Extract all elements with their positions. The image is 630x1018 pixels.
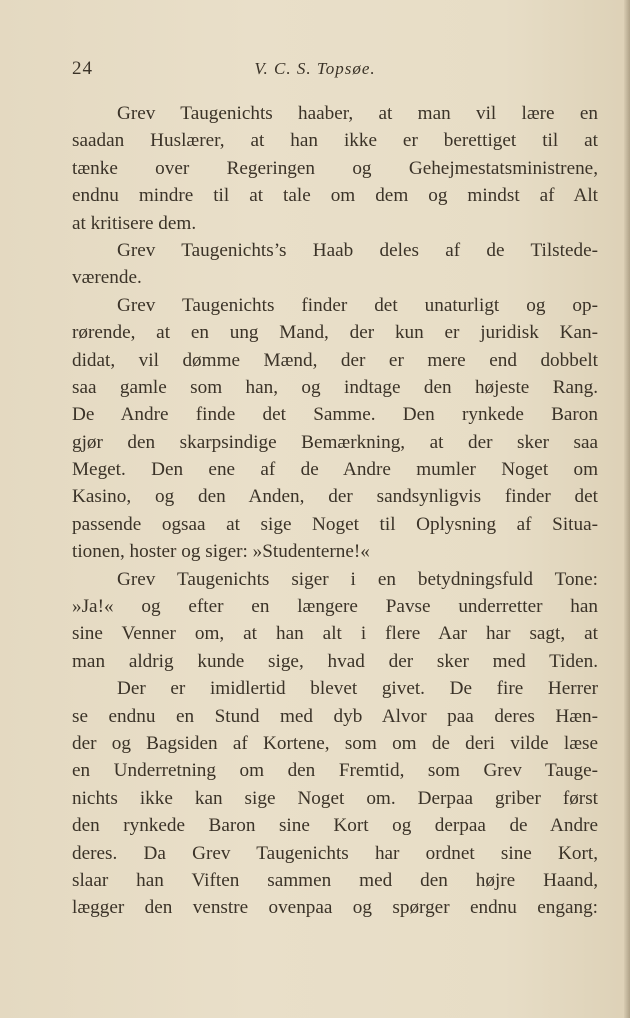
text-line: saa gamle som han, og indtage den højeste Rang. [72,376,598,398]
page-number: 24 [72,58,93,79]
text-line: didat, vil dømme Mænd, der er mere end dobbelt [72,349,598,371]
text-line: at kritisere dem. [72,212,197,234]
text-line: tænke over Regeringen og Gehejmestatsministrene, [72,157,598,179]
text-line: man aldrig kunde sige, hvad der sker med Tiden. [72,650,598,672]
text-line: tionen, hoster og siger: »Studenterne!« [72,541,370,563]
text-line: sine Venner om, at han alt i flere Aar har sagt, at [72,623,598,645]
text-line: »Ja!« og efter en længere Pavse underretter han [72,596,598,618]
text-line: den rynkede Baron sine Kort og derpaa de Andre [72,815,598,837]
text-line: rørende, at en ung Mand, der kun er juridisk Kan- [72,322,598,344]
text-line: endnu mindre til at tale om dem og mindst af Alt [72,185,598,207]
text-line: saadan Huslærer, at han ikke er berettiget til at [72,130,598,152]
text-line: der og Bagsiden af Kortene, som om de deri vilde læse [72,732,598,754]
text-line: Grev Taugenichts haaber, at man vil lære en [117,103,598,124]
page-edge-shadow [624,0,630,1018]
text-line: en Underretning om den Fremtid, som Grev Tauge- [72,760,598,782]
running-head: V. C. S. Topsøe. [254,59,376,78]
text-line: passende ogsaa at sige Noget til Oplysning af Situa- [72,513,598,535]
text-line: De Andre finde det Samme. Den rynkede Baron [72,404,598,426]
text-line: værende. [72,267,142,289]
text-line: gjør den skarpsindige Bemærkning, at der sker saa [72,431,598,453]
text-line: Grev Taugenichts’s Haab deles af de Tilstede- [117,239,598,261]
text-line: deres. Da Grev Taugenichts har ordnet sine Kort, [72,842,598,864]
text-line: slaar han Viften sammen med den højre Haand, [72,869,598,891]
text-line: Kasino, og den Anden, der sandsynligvis finder det [72,486,598,508]
text-line: Grev Taugenichts siger i en betydningsfuld Tone: [117,568,598,590]
text-line: Grev Taugenichts finder det unaturligt og op- [117,294,598,316]
text-line: Meget. Den ene af de Andre mumler Noget om [72,459,598,481]
text-line: lægger den venstre ovenpaa og spørger endnu engang: [72,897,598,919]
text-line: nichts ikke kan sige Noget om. Derpaa griber først [72,787,598,809]
body-text [72,100,598,922]
text-line: se endnu en Stund med dyb Alvor paa deres Hæn- [72,705,598,727]
text-line: Der er imidlertid blevet givet. De fire Herrer [117,678,598,700]
